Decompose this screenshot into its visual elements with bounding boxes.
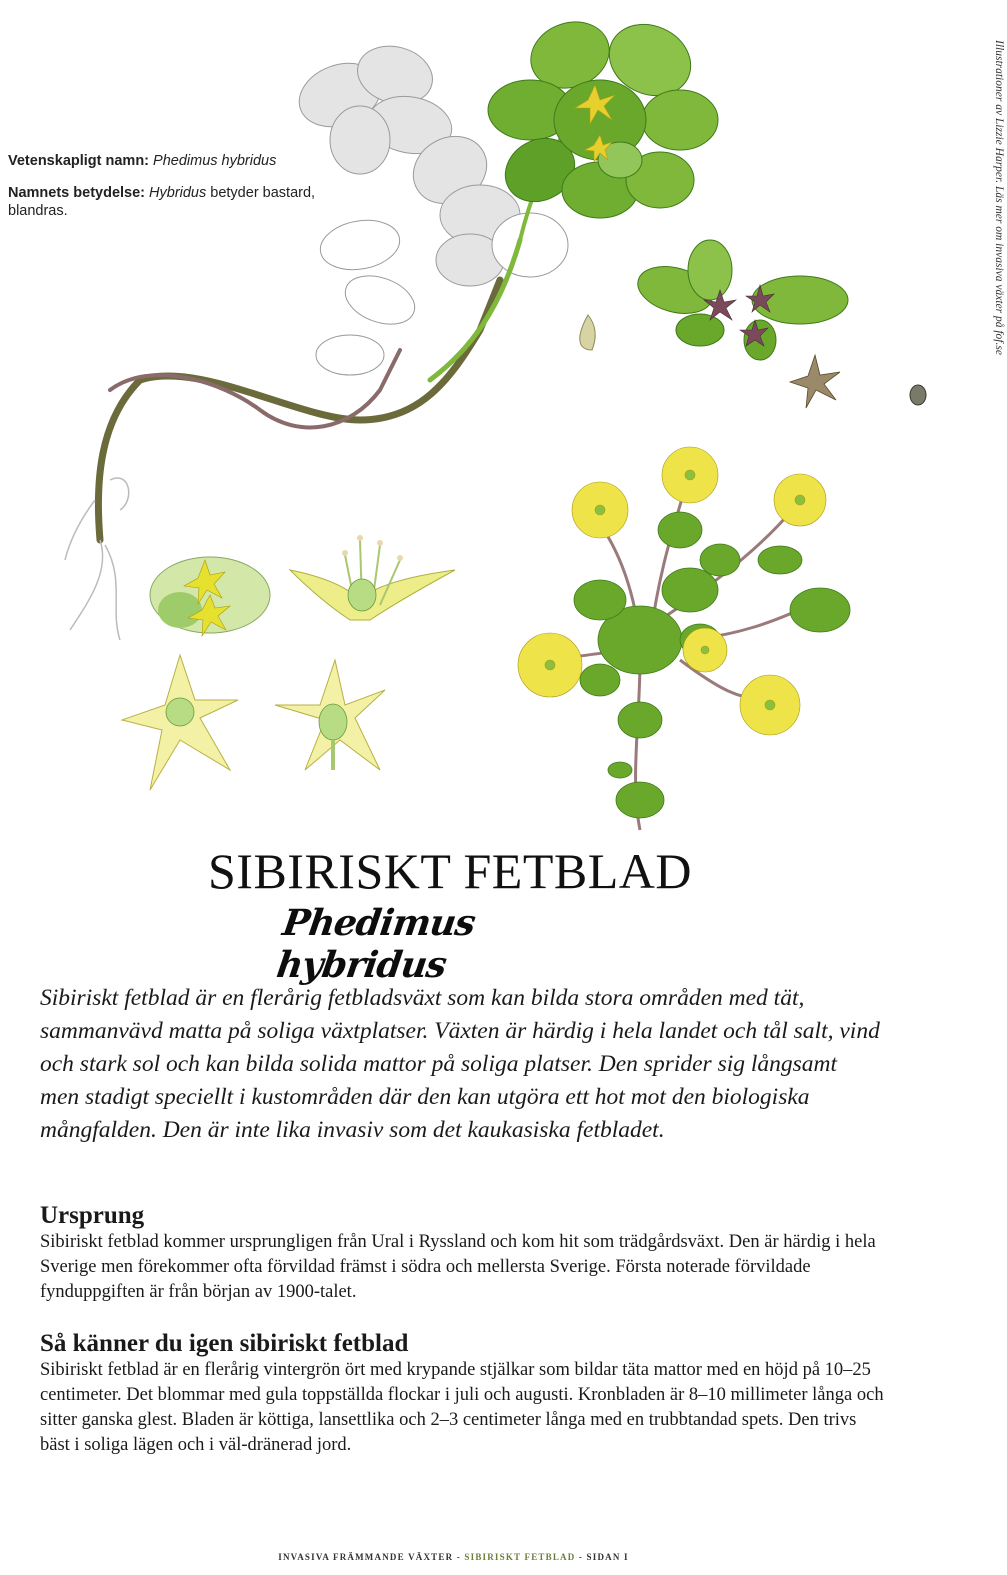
flower-cross-section	[290, 535, 455, 620]
seed-icon	[910, 385, 926, 405]
seed-capsule	[790, 355, 840, 408]
outline-leaves	[316, 213, 568, 375]
section-body: Sibiriskt fetblad kommer ursprungligen från Ural i Ryssland och kom hit som trädgårdsväxt. Den är härdig i hela Sverige men förekommer ofta förvildad främst i södra och mellersta Sverige. Första noterade förvildade fynduppgiften är från början av 1900-talet.	[40, 1232, 876, 1302]
name-meaning-text: betyder bastard, blandras.	[8, 185, 316, 219]
flower-top-view	[122, 655, 238, 790]
footer-species: SIBIRISKT FETBLAD	[464, 1552, 576, 1562]
leaf-sprig	[633, 240, 848, 360]
page-title-text: SIBIRISKT FETBLAD	[207, 843, 692, 899]
green-rosette	[488, 11, 718, 218]
section-identification	[40, 1330, 890, 1458]
name-meaning-italic: Hybridus	[149, 185, 207, 201]
section-body: Sibiriskt fetblad är en flerårig vintergrön ört med krypande stjälkar som bildar täta mattor med en höjd på 10–25 centimeter. Det blommar med gula toppställda flockar i juli och augusti. Kronbladen är 8–10 millimeter långa och sitter ganska glest. Bladen är köttiga, lansettlika och 2–3 centimeter långa med en trubbtandad spets. Den trivs bäst i soliga lägen och i väl-dränerad jord.	[40, 1360, 884, 1455]
section-heading: Så känner du igen sibiriskt fetblad	[40, 1330, 409, 1357]
footer-series: INVASIVA FRÄMMANDE VÄXTER	[278, 1552, 454, 1562]
seed-drop-icon	[580, 315, 595, 350]
flower-detail-cluster	[150, 557, 270, 636]
script-subtitle: Phedimus hybridus	[274, 902, 478, 986]
section-origin	[40, 1202, 890, 1305]
section-heading: Ursprung	[40, 1202, 145, 1229]
footer-separator: -	[453, 1552, 465, 1562]
illustration-credit: Illustrationer av Lizzie Harper. Läs mer om invasiva växter på fof.se	[993, 40, 1005, 355]
page-title	[0, 842, 900, 900]
scientific-name-value: Phedimus hybridus	[153, 153, 277, 169]
scientific-name-label: Vetenskapligt namn:	[8, 153, 150, 169]
footer-page-number: SIDAN I	[586, 1552, 629, 1562]
name-meaning-label: Namnets betydelse:	[8, 185, 145, 201]
flower-side-view	[275, 660, 385, 770]
intro-paragraph: Sibiriskt fetblad är en flerårig fetbladsväxt som kan bilda stora områden med tät, sammanvävd matta på soliga växtplatser. Växten är härdig i hela landet och tål salt, vind och stark sol och kan bilda solida mattor på soliga platser. Den sprider sig långsamt men stadigt speciellt i kustområden där den kan utgöra ett hot mot den biologiska mångfalden. Den är inte lika invasiv som det kaukasiska fetbladet.	[40, 985, 880, 1143]
footer-separator: -	[575, 1552, 587, 1562]
page-footer	[0, 1552, 907, 1562]
